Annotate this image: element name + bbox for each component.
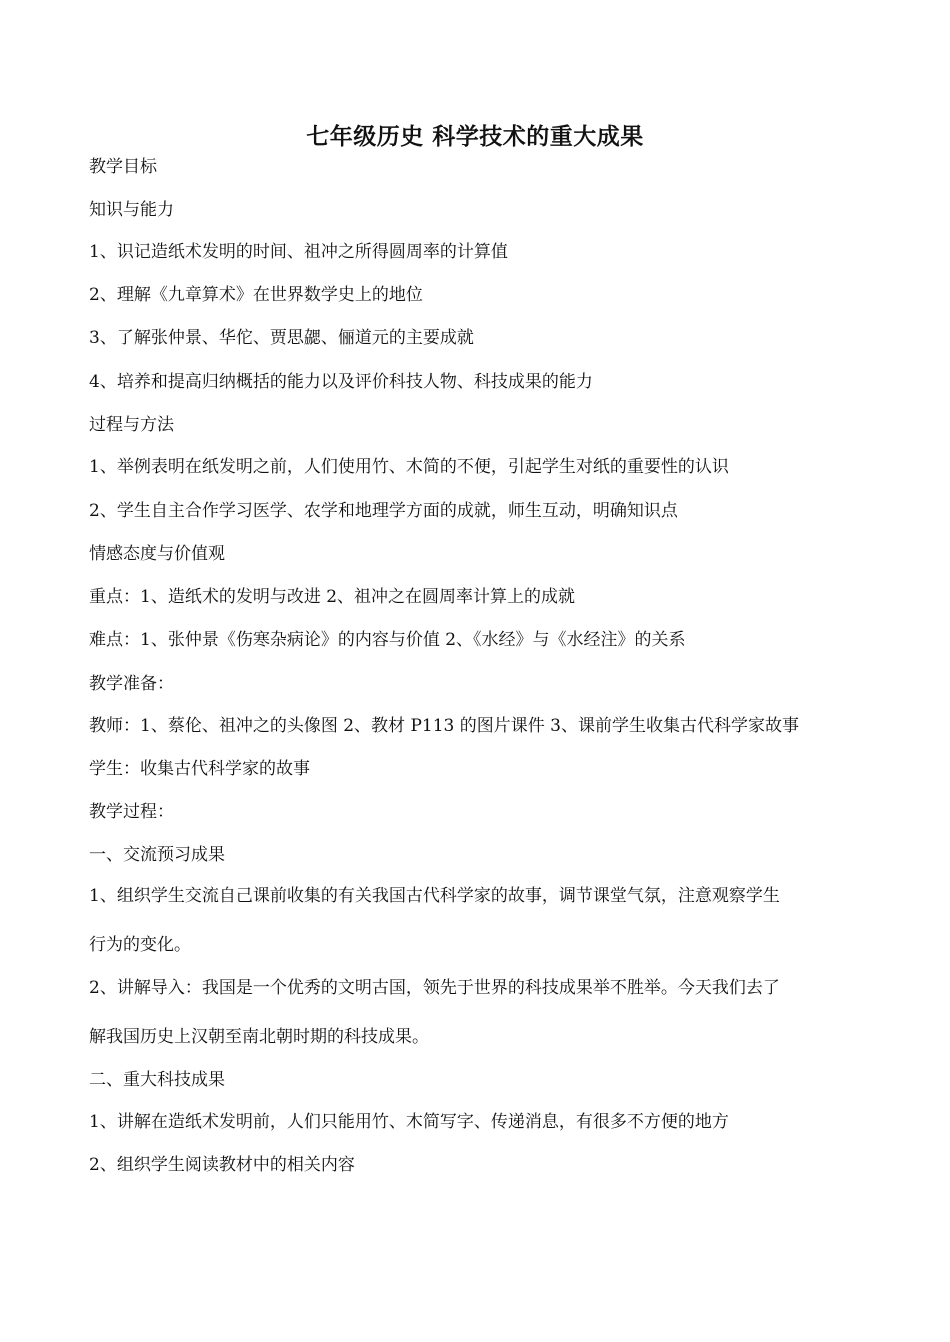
heading-preparation: 教学准备： — [89, 674, 174, 694]
section-1-item-2: 2、讲解导入：我国是一个优秀的文明古国，领先于世界的科技成果举不胜举。今天我们去了 — [89, 978, 780, 998]
section-heading-2: 二、重大科技成果 — [89, 1070, 225, 1090]
goal-item-4: 4、培养和提高归纳概括的能力以及评价科技人物、科技成果的能力 — [89, 372, 593, 392]
heading-teaching-goals: 教学目标 — [89, 157, 157, 177]
goal-item-3: 3、了解张仲景、华佗、贾思勰、俪道元的主要成就 — [89, 328, 474, 348]
document-title: 七年级历史 科学技术的重大成果 — [306, 124, 644, 150]
goal-item-2: 2、理解《九章算术》在世界数学史上的地位 — [89, 285, 423, 305]
section-1-item-1: 1、组织学生交流自己课前收集的有关我国古代科学家的故事，调节课堂气氛，注意观察学生 — [89, 886, 780, 906]
difficult-points: 难点：1、张仲景《伤寒杂病论》的内容与价值 2、《水经》与《水经注》的关系 — [89, 630, 686, 650]
student-preparation: 学生：收集古代科学家的故事 — [89, 759, 310, 779]
section-2-item-1: 1、讲解在造纸术发明前，人们只能用竹、木简写字、传递消息，有很多不方便的地方 — [89, 1112, 729, 1132]
section-2-item-2: 2、组织学生阅读教材中的相关内容 — [89, 1155, 355, 1175]
section-heading-1: 一、交流预习成果 — [89, 845, 225, 865]
section-1-item-1-cont: 行为的变化。 — [89, 935, 191, 955]
key-points: 重点：1、造纸术的发明与改进 2、祖冲之在圆周率计算上的成就 — [89, 587, 576, 607]
teacher-preparation: 教师：1、蔡伦、祖冲之的头像图 2、教材 P113 的图片课件 3、课前学生收集古代科学家故事 — [89, 716, 799, 736]
heading-knowledge-ability: 知识与能力 — [89, 200, 174, 220]
heading-teaching-process: 教学过程： — [89, 802, 174, 822]
process-item-2: 2、学生自主合作学习医学、农学和地理学方面的成就，师生互动，明确知识点 — [89, 501, 678, 521]
goal-item-1: 1、识记造纸术发明的时间、祖冲之所得圆周率的计算值 — [89, 242, 508, 262]
heading-attitude-values: 情感态度与价值观 — [89, 544, 225, 564]
heading-process-method: 过程与方法 — [89, 415, 174, 435]
section-1-item-2-cont: 解我国历史上汉朝至南北朝时期的科技成果。 — [89, 1027, 429, 1047]
process-item-1: 1、举例表明在纸发明之前，人们使用竹、木简的不便，引起学生对纸的重要性的认识 — [89, 457, 729, 477]
